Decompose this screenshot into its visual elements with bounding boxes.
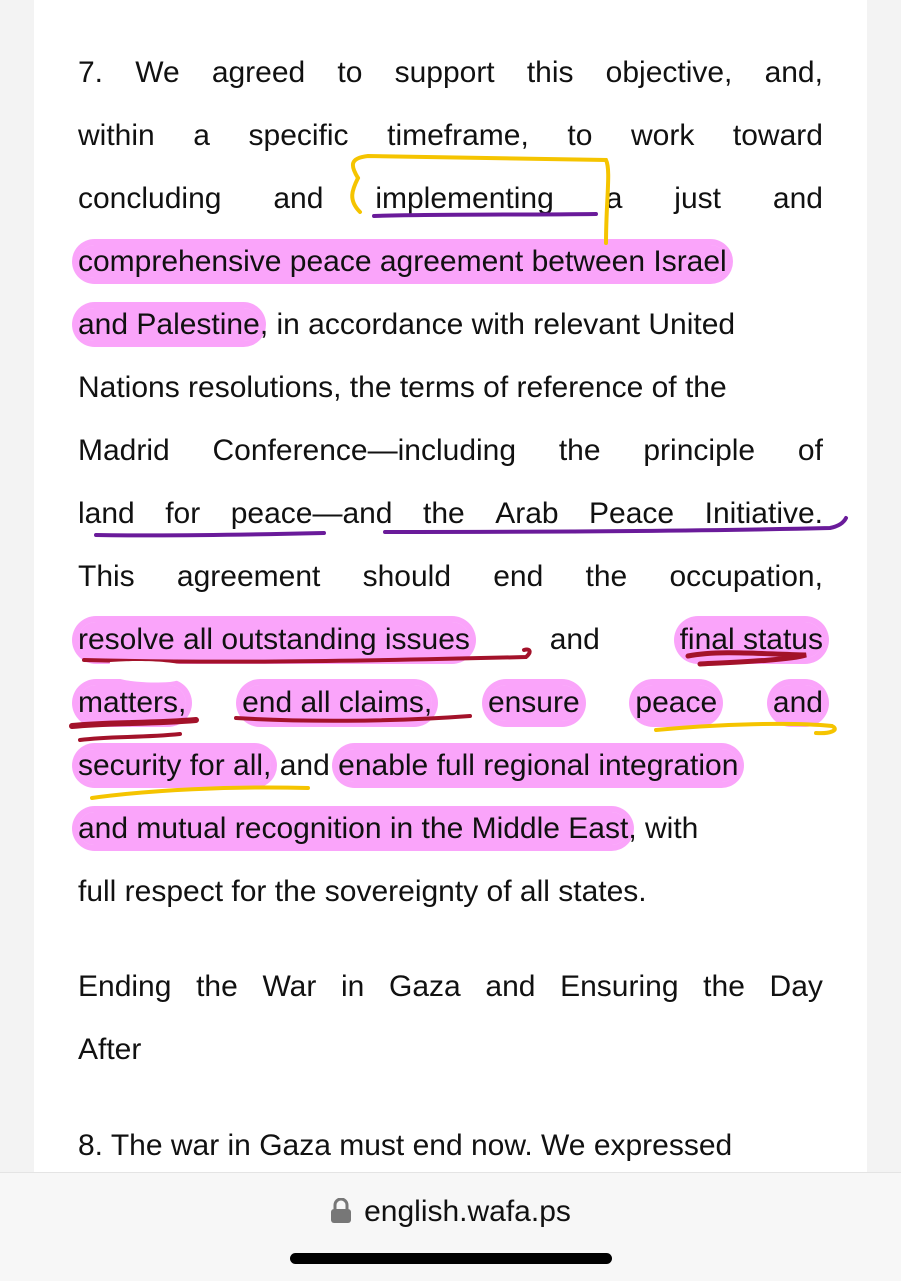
url-text: english.wafa.ps [364, 1195, 571, 1228]
word: this [526, 56, 574, 89]
word: for [165, 497, 201, 530]
highlight: enable full regional integration [338, 749, 739, 782]
word: just [674, 182, 721, 215]
word: peace—and [230, 497, 393, 530]
word: Peace [589, 497, 675, 530]
p7-line-14 [78, 874, 823, 910]
word: and, [764, 56, 823, 89]
word: agreed [211, 56, 306, 89]
word: a [193, 119, 210, 152]
word: occupation, [669, 560, 823, 593]
highlight: peace [635, 686, 718, 719]
section-heading-line-1 [78, 969, 823, 1005]
word: support [394, 56, 495, 89]
highlight: and Palestine [78, 308, 260, 341]
p7-line-10 [78, 622, 823, 658]
word: After [78, 1033, 142, 1066]
word: and [772, 182, 823, 215]
word: Madrid [78, 434, 170, 467]
word: Gaza [389, 970, 461, 1003]
p7-line-5 [78, 307, 823, 343]
word: end [493, 560, 544, 593]
word: concluding [78, 182, 222, 215]
p7-line-11 [78, 685, 823, 721]
p7-line-7 [78, 433, 823, 469]
word: within [78, 119, 155, 152]
p7-line-4 [78, 244, 823, 280]
highlight: final status [679, 623, 823, 656]
word: the [585, 560, 628, 593]
highlight: comprehensive peace agreement between Israel [78, 245, 727, 278]
p7-line-8 [78, 496, 823, 532]
word: and [485, 970, 536, 1003]
highlight: and mutual recognition in the Middle East [78, 812, 629, 845]
p7-line-1 [78, 55, 823, 91]
text: Nations resolutions, the terms of reference of the [78, 371, 727, 404]
highlight: security for all, [78, 749, 272, 782]
word: Initiative. [704, 497, 823, 530]
word: and [549, 623, 600, 656]
word: work [630, 119, 695, 152]
word: to [567, 119, 593, 152]
word: the [703, 970, 745, 1003]
word: 7. [78, 56, 104, 89]
word: principle [643, 434, 756, 467]
p7-line-6 [78, 370, 823, 406]
word: timeframe, [387, 119, 529, 152]
highlight: end all claims, [242, 686, 433, 719]
word: land [78, 497, 135, 530]
word: We [135, 56, 180, 89]
p7-line-2 [78, 118, 823, 154]
word: objective, [605, 56, 733, 89]
word: toward [732, 119, 823, 152]
url-display[interactable] [0, 1195, 901, 1229]
word: Day [769, 970, 823, 1003]
word: and [279, 749, 330, 782]
text: full respect for the sovereignty of all states. [78, 875, 647, 908]
word: agreement [176, 560, 321, 593]
section-heading-line-2 [78, 1032, 823, 1068]
p8-line-1 [78, 1128, 823, 1164]
word: the [422, 497, 465, 530]
p7-line-12 [78, 748, 823, 784]
word: Ending [78, 970, 172, 1003]
text: , with [628, 812, 699, 845]
word: should [362, 560, 451, 593]
word: in [341, 970, 365, 1003]
word: the [196, 970, 238, 1003]
browser-address-bar[interactable] [0, 1172, 901, 1281]
word: a [605, 182, 623, 215]
home-indicator[interactable] [290, 1253, 612, 1264]
word: and [273, 182, 324, 215]
p7-line-3 [78, 181, 823, 217]
highlight: ensure [487, 686, 580, 719]
highlight: resolve all outstanding issues [78, 623, 470, 656]
word: This [78, 560, 135, 593]
word: specific [248, 119, 349, 152]
p7-line-9 [78, 559, 823, 595]
word: Ensuring [560, 970, 679, 1003]
word: to [337, 56, 363, 89]
highlight: matters, [78, 686, 187, 719]
word-implementing: implementing [375, 182, 554, 215]
text: 8. The war in Gaza must end now. We expressed [78, 1129, 733, 1162]
highlight: and [772, 686, 823, 719]
text: , in accordance with relevant United [259, 308, 736, 341]
word: Arab [495, 497, 559, 530]
p7-line-13 [78, 811, 823, 847]
word: War [262, 970, 317, 1003]
lock-icon [330, 1198, 352, 1224]
word: of [797, 434, 823, 467]
word: the [558, 434, 601, 467]
word: Conference—including [212, 434, 517, 467]
